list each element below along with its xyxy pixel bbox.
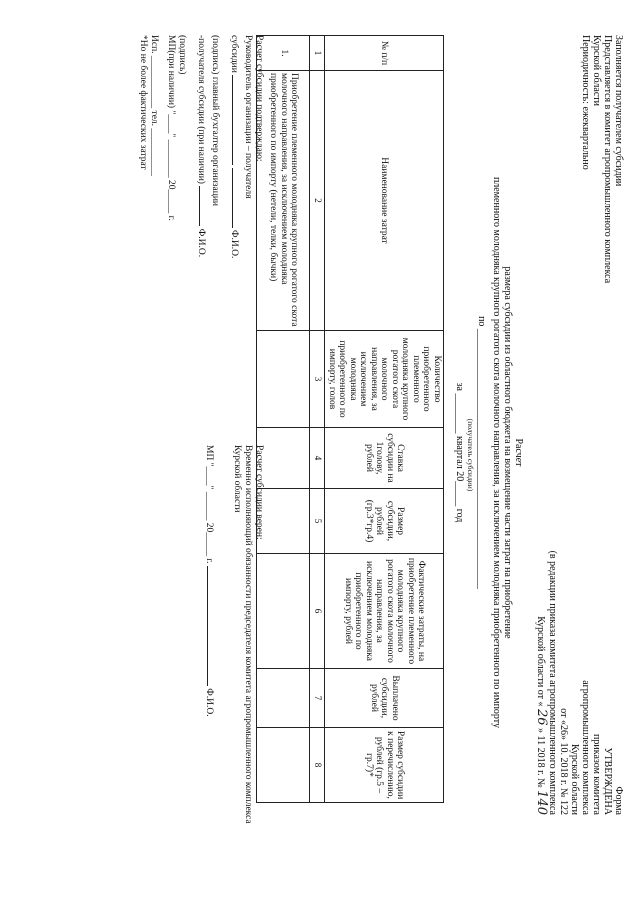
sig-mp-date: МП(при наличии) "____" ________ 20_____ г. [166, 35, 176, 221]
approval-form: Форма [613, 786, 624, 815]
col-num-3: 3 [310, 331, 325, 428]
col-header-6: Фактические затраты, на приобретение племенного молодняка крупного рогатого скота молочного направления, за исключением молодняка приобретенного по импорту, рублей [325, 554, 444, 669]
sig-executor: Исп. ___________ тел. __________ [149, 35, 159, 176]
col-num-8: 8 [310, 728, 325, 803]
sig-signature: (подпись) [177, 35, 187, 75]
table-number-row [310, 36, 325, 803]
col-num-4: 4 [310, 428, 325, 489]
handwritten-day: 26 [534, 708, 549, 726]
col-header-3: Количество приобретенного племенного молодняка крупного рогатого скота молочного направления, за исключением молодняка приобретенного по импорту, голов [325, 331, 444, 428]
sig-footnote: *Но не более фактических затрат [138, 35, 148, 170]
cell-7 [257, 669, 310, 728]
sig-accountant: (подпись) главный бухгалтер организации [210, 35, 220, 206]
table-row [257, 36, 310, 803]
approval-order: приказом комитета [591, 734, 602, 815]
sig-region: Курской области [232, 445, 242, 513]
cell-6 [257, 554, 310, 669]
recipient-caption: (получатель субсидии) [466, 418, 475, 492]
approval-committee: агропромышленного комплекса [580, 680, 591, 815]
col-header-7: Выплачено субсидии, рублей [325, 669, 444, 728]
sig-calc-confirmed: Расчет субсидии подтверждаю: [254, 35, 264, 162]
col-header-2: Наименование затрат [325, 71, 444, 331]
title-for-line: по ____________________________________________________ [476, 316, 487, 589]
cell-no: 1. [257, 36, 310, 71]
approval-edition: (в редакции приказа комитета агропромышленного комплекса [547, 550, 558, 815]
cell-name: Приобретение племенного молодняка крупного рогатого скота молочного направления, за исключением молодняка приобретенного по импорту (нетели, телки, бычки) [257, 71, 310, 331]
meta-line-3: Курской области [591, 35, 602, 106]
col-num-2: 2 [310, 71, 325, 331]
col-num-1: 1 [310, 36, 325, 71]
title-line-2: размера субсидии из областного бюджета на возмещение части затрат на приобретение [502, 266, 513, 639]
title: Расчет [513, 438, 524, 467]
calculation-table [257, 35, 445, 803]
col-header-1: № п/п [325, 36, 444, 71]
handwritten-number: 140 [534, 790, 549, 815]
sig-subsidies: субсидии Ф.И.О. [228, 35, 242, 258]
col-header-4: Ставка субсидии на 1голову, рублей [325, 428, 444, 489]
period-line: за ________ квартал 20_____ год [454, 382, 465, 523]
meta-line-2: Представляется в комитет агропромышленного комплекса [602, 35, 613, 284]
right-signature-block [203, 445, 264, 824]
meta-line-4: Периодичность: ежеквартально [580, 35, 591, 170]
approval-date: от «26» 10. 2018 г. № 122 [558, 708, 569, 815]
col-header-8: Размер субсидии к перечислению, рублей (гр.5 – гр.7)* [325, 728, 444, 803]
sig-head: Руководитель организации – получателя [243, 35, 253, 199]
approval-approved: УТВЕРЖДЕНА [602, 747, 613, 815]
sig-acting: Временно исполняющий обязанности председателя комитета агропромышленного комплекса [243, 445, 253, 824]
cell-5 [257, 489, 310, 554]
col-num-7: 7 [310, 669, 325, 728]
cell-3 [257, 331, 310, 428]
left-signature-block [137, 35, 264, 258]
title-line-3: племенного молодняка крупного рогатого скота молочного направления, за исключением молодняка приобретенного по импорту [491, 176, 502, 729]
col-num-6: 6 [310, 554, 325, 669]
cell-8 [257, 728, 310, 803]
meta-line-1: Заполняется получателем субсидии [613, 35, 624, 187]
sig-right-mp: МП "____" ______ 20_____ г. Ф.И.О. [203, 445, 217, 824]
table-header-row [325, 36, 444, 803]
cell-4 [257, 428, 310, 489]
sig-accountant-2: -получателя субсидии (при наличии) Ф.И.О. [195, 35, 209, 258]
approval-edition-date: Курской области от « 26 » 11 2018 г. № 140 [534, 616, 549, 815]
col-num-5: 5 [310, 489, 325, 554]
sig-calc-true: Расчет субсидии верен: [254, 445, 264, 540]
approval-region: Курской области [569, 744, 580, 815]
col-header-5: Размер субсидии, рублей (гр.3*гр.4) [325, 489, 444, 554]
